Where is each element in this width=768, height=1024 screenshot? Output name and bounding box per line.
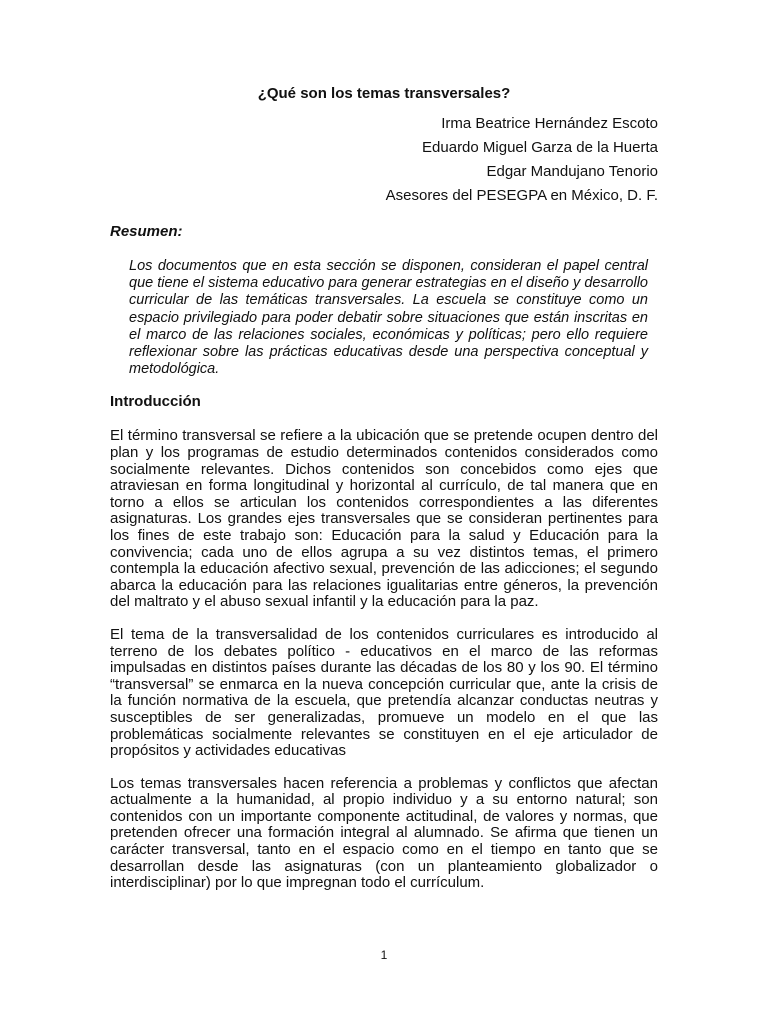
page-number: 1 — [380, 948, 388, 962]
abstract-heading: Resumen: — [110, 223, 183, 240]
introduction-heading: Introducción — [110, 393, 201, 411]
author-affiliation: Asesores del PESEGPA en México, D. F. — [385, 187, 658, 204]
author-block — [110, 112, 658, 208]
author-name: Irma Beatrice Hernández Escoto — [441, 115, 658, 132]
document-page — [110, 84, 658, 892]
document-title: ¿Qué son los temas transversales? — [257, 85, 511, 102]
author-name: Eduardo Miguel Garza de la Huerta — [422, 139, 658, 156]
abstract-text: Los documentos que en esta sección se disponen, consideran el papel central que tiene el sistema educativo para generar estrategias en el diseño y desarrollo curricular de las temáticas transversales. La escuela se constituye como un espacio privilegiado para poder debatir sobre situaciones que están inscritas en el marco de las relaciones sociales, económicas y políticas; pero ello requiere reflexionar sobre las prácticas educativas desde una perspectiva conceptual y metodológica. — [129, 258, 648, 378]
body-paragraph: El tema de la transversalidad de los contenidos curriculares es introducido al terreno de los debates político - educativos en el marco de las reformas impulsadas en distintos países durante las décadas de los 80 y los 90. El término “transversal” se enmarca en la nueva concepción curricular que, ante la crisis de la función normativa de la escuela, que pretendía alcanzar conductas neutras y susceptibles de ser generalizadas, promueve un modelo en el que las problemáticas socialmente relevantes se constituyen en el eje articulador de propósitos y actividades educativas — [110, 625, 658, 760]
author-name: Edgar Mandujano Tenorio — [486, 163, 658, 180]
body-paragraph: Los temas transversales hacen referencia a problemas y conflictos que afectan actualmente a la humanidad, al propio individuo y a su entorno natural; son contenidos con un importante componente actitudinal, de valores y normas, que pretenden ofrecer una formación integral al alumnado. Se afirma que tienen un carácter transversal, tanto en el espacio como en el tiempo en tanto que se desarrollan desde las asignaturas (con un planteamiento globalizador o interdisciplinar) por lo que impregnan todo el currículum. — [110, 774, 658, 892]
body-paragraph: El término transversal se refiere a la ubicación que se pretende ocupen dentro del plan y los programas de estudio determinados contenidos considerados como socialmente relevantes. Dichos contenidos son concebidos como ejes que atraviesan en forma longitudinal y horizontal al currículo, de tal manera que en torno a ellos se articulan los contenidos correspondientes a las diferentes asignaturas. Los grandes ejes transversales que se consideran pertinentes para los fines de este trabajo son: Educación para la salud y Educación para la convivencia; cada uno de ellos agrupa a su vez distintos temas, el primero contempla la educación afectivo sexual, prevención de las adicciones; el segundo abarca la educación para las relaciones igualitarias entre géneros, la prevención del maltrato y el abuso sexual infantil y la educación para la paz. — [110, 427, 658, 611]
